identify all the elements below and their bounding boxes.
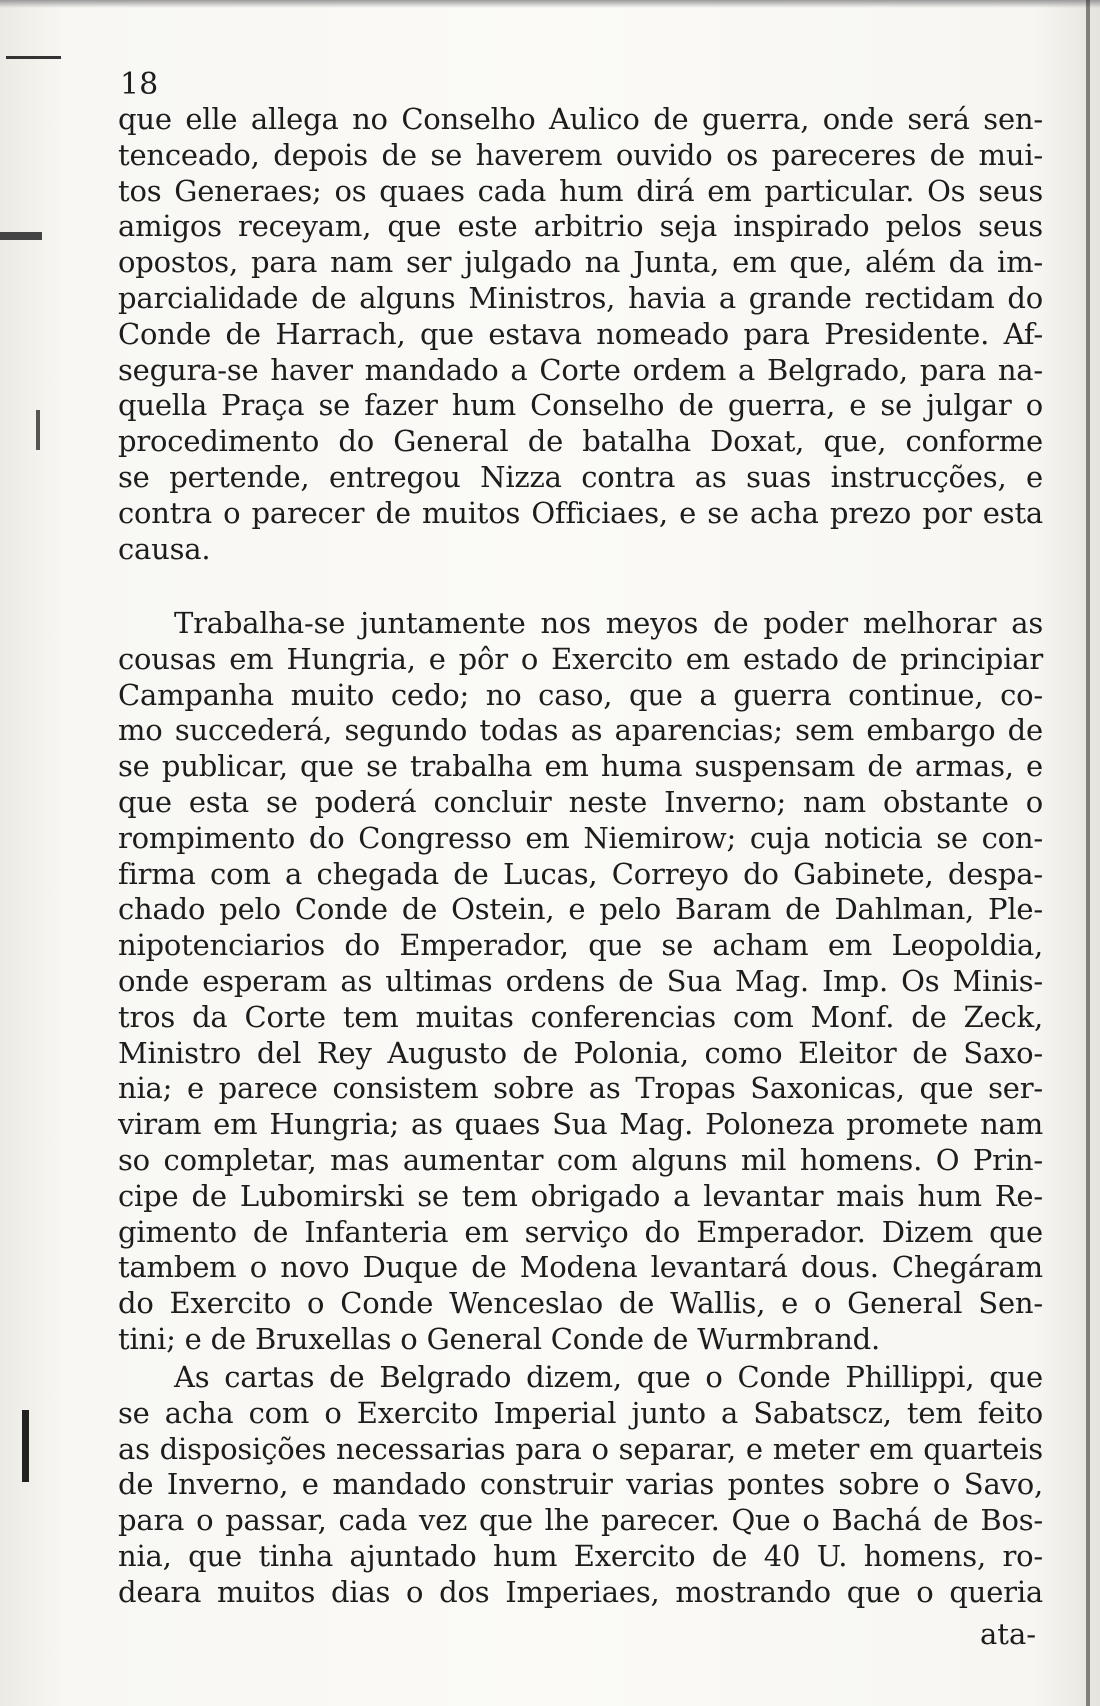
catchword: ata-	[980, 1617, 1037, 1651]
text-line: as disposições necessarias para o separar, e meter em quarteis	[118, 1431, 1043, 1466]
text-line: so completar, mas aumentar com alguns mil homens. O Prin-	[118, 1142, 1043, 1177]
text-line: se publicar, que se trabalha em huma suspensam de armas, e	[118, 749, 1043, 784]
text-line: de Inverno, e mandado construir varias pontes sobre o Savo,	[118, 1467, 1043, 1502]
text-line: chado pelo Conde de Ostein, e pelo Baram de Dahlman, Ple-	[118, 892, 1043, 927]
text-line: para o passar, cada vez que lhe parecer. Que o Bachá de Bos-	[118, 1503, 1043, 1538]
scan-mark	[36, 410, 40, 450]
text-line: As cartas de Belgrado dizem, que o Conde Phillippi, que	[174, 1360, 1043, 1394]
text-line: mo succederá, segundo todas as aparencias; sem embargo de	[118, 713, 1043, 748]
scan-mark	[0, 232, 42, 240]
text-line: do Exercito o Conde Wenceslao de Wallis, e o General Sen-	[118, 1286, 1043, 1321]
text-line: firma com a chegada de Lucas, Correyo do Gabinete, despa-	[118, 856, 1043, 891]
text-line: rompimento do Congresso em Niemirow; cuja noticia se con-	[118, 820, 1043, 855]
text-line: quella Praça se fazer hum Conselho de guerra, e se julgar o	[118, 388, 1043, 423]
text-line: Conde de Harrach, que estava nomeado para Presidente. Af-	[118, 316, 1043, 351]
text-line: onde esperam as ultimas ordens de Sua Mag. Imp. Os Minis-	[118, 963, 1043, 998]
text-line: que esta se poderá concluir neste Inverno; nam obstante o	[118, 784, 1043, 819]
text-line: tenceado, depois de se haverem ouvido os pareceres de mui-	[118, 137, 1043, 172]
text-line: causa.	[118, 531, 211, 566]
text-line: viram em Hungria; as quaes Sua Mag. Poloneza promete nam	[118, 1107, 1043, 1142]
text-line: cousas em Hungria, e pôr o Exercito em estado de principiar	[118, 641, 1043, 676]
paragraph-1	[118, 102, 1043, 567]
text-line: que elle allega no Conselho Aulico de guerra, onde será sen-	[118, 102, 1043, 136]
text-line: Ministro del Rey Augusto de Polonia, como Eleitor de Saxo-	[118, 1035, 1043, 1070]
scan-mark	[22, 1410, 29, 1482]
page-number: 18	[120, 67, 159, 102]
text-line: nipotenciarios do Emperador, que se acham em Leopoldia,	[118, 928, 1043, 963]
text-line: Campanha muito cedo; no caso, que a guerra continue, co-	[118, 677, 1043, 712]
text-line: se pertende, entregou Nizza contra as suas instrucções, e	[118, 459, 1043, 494]
text-line: nia; e parece consistem sobre as Tropas Saxonicas, que ser-	[118, 1071, 1043, 1106]
text-line: tros da Corte tem muitas conferencias com Monf. de Zeck,	[118, 999, 1043, 1034]
text-line: procedimento do General de batalha Doxat, que, conforme	[118, 424, 1043, 459]
scan-mark	[6, 56, 61, 59]
text-line: segura-se haver mandado a Corte ordem a Belgrado, para na-	[118, 352, 1043, 387]
text-line: contra o parecer de muitos Officiaes, e se acha prezo por esta	[118, 495, 1043, 530]
text-line: tambem o novo Duque de Modena levantará dous. Chegáram	[118, 1250, 1043, 1285]
text-line: tos Generaes; os quaes cada hum dirá em particular. Os seus	[118, 173, 1043, 208]
text-line: deara muitos dias o dos Imperiaes, mostrando que o queria	[118, 1574, 1043, 1609]
scan-edge-top	[0, 0, 1100, 8]
text-line: parcialidade de alguns Ministros, havia a grande rectidam do	[118, 280, 1043, 315]
paragraph-2	[118, 606, 1043, 1358]
text-line: cipe de Lubomirski se tem obrigado a levantar mais hum Re-	[118, 1178, 1043, 1213]
text-line: Trabalha-se juntamente nos meyos de poder melhorar as	[174, 606, 1043, 640]
text-line: opostos, para nam ser julgado na Junta, em que, além da im-	[118, 245, 1043, 280]
text-line: gimento de Infanteria em serviço do Emperador. Dizem que	[118, 1214, 1043, 1249]
scan-edge-right	[1086, 0, 1090, 1706]
text-line: nia, que tinha ajuntado hum Exercito de 40 U. homens, ro-	[118, 1538, 1043, 1573]
text-line: tini; e de Bruxellas o General Conde de Wurmbrand.	[118, 1321, 881, 1356]
text-line: amigos receyam, que este arbitrio seja inspirado pelos seus	[118, 209, 1043, 244]
text-line: se acha com o Exercito Imperial junto a Sabatscz, tem feito	[118, 1395, 1043, 1430]
paragraph-3	[118, 1360, 1043, 1611]
